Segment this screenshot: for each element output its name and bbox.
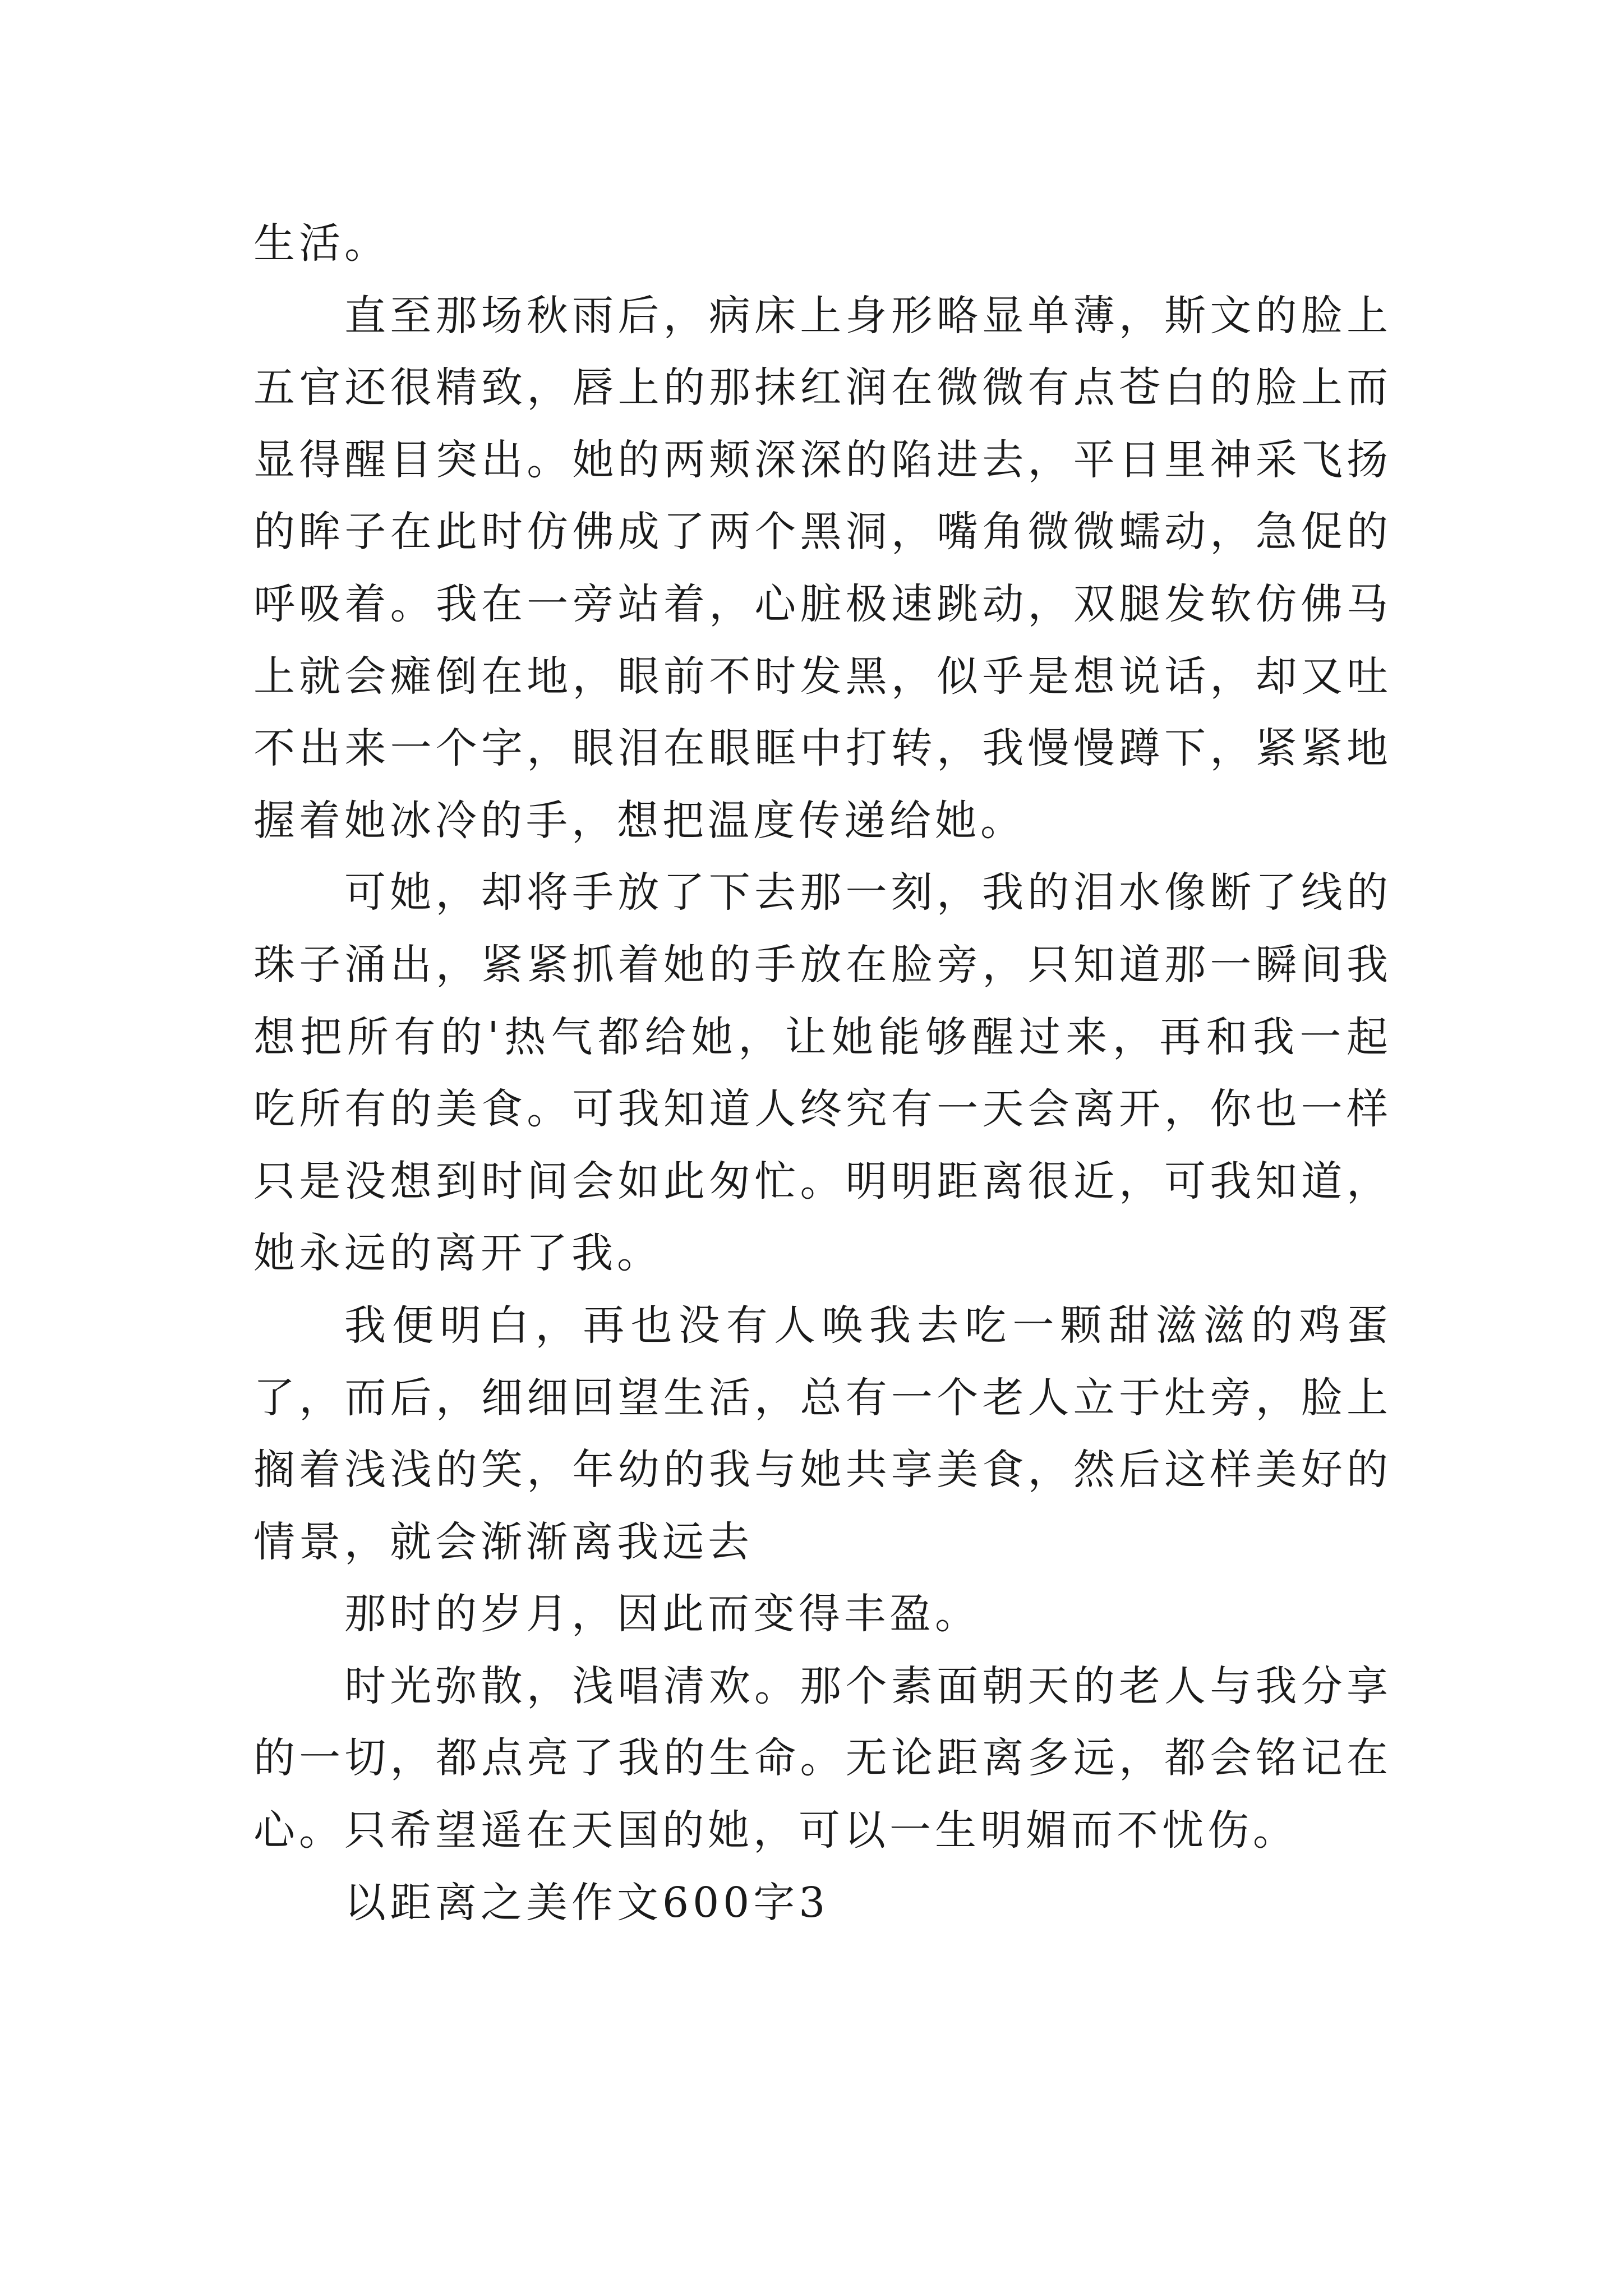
paragraph-5: 那时的岁月，因此而变得丰盈。 [344, 1590, 980, 1639]
section-heading: 以距离之美作文600字3 [344, 1878, 829, 1927]
paragraph-6: 时光弥散，浅唱清欢。那个素面朝天的老人与我分享的一切，都点亮了我的生命。无论距离多远，都会铭记在心。只希望遥在天国的她，可以一生明媚而不忧伤。 [253, 1662, 1392, 1855]
paragraph-1: 生活。 [253, 219, 390, 268]
paragraph-2: 直至那场秋雨后，病床上身形略显单薄，斯文的脸上五官还很精致，唇上的那抹红润在微微有点苍白的脸上而显得醒目突出。她的两颊深深的陷进去，平日里神采飞扬的眸子在此时仿佛成了两个黑洞，嘴角微微蠕动，急促的呼吸着。我在一旁站着，心脏极速跳动，双腿发软仿佛马上就会瘫倒在地，眼前不时发黑，似乎是想说话，却又吐不出来一个字，眼泪在眼眶中打转，我慢慢蹲下，紧紧地握着她冰冷的手，想把温度传递给她。 [253, 291, 1392, 845]
paragraph-3: 可她，却将手放了下去那一刻，我的泪水像断了线的珠子涌出，紧紧抓着她的手放在脸旁，只知道那一瞬间我想把所有的'热气都给她，让她能够醒过来，再和我一起吃所有的美食。可我知道人终究有一天会离开，你也一样只是没想到时间会如此匆忙。明明距离很近，可我知道，她永远的离开了我。 [253, 868, 1392, 1278]
paragraph-4: 我便明白，再也没有人唤我去吃一颗甜滋滋的鸡蛋了，而后，细细回望生活，总有一个老人立于灶旁，脸上搁着浅浅的笑，年幼的我与她共享美食，然后这样美好的情景，就会渐渐离我远去 [253, 1301, 1392, 1566]
essay-body [253, 208, 1392, 1939]
